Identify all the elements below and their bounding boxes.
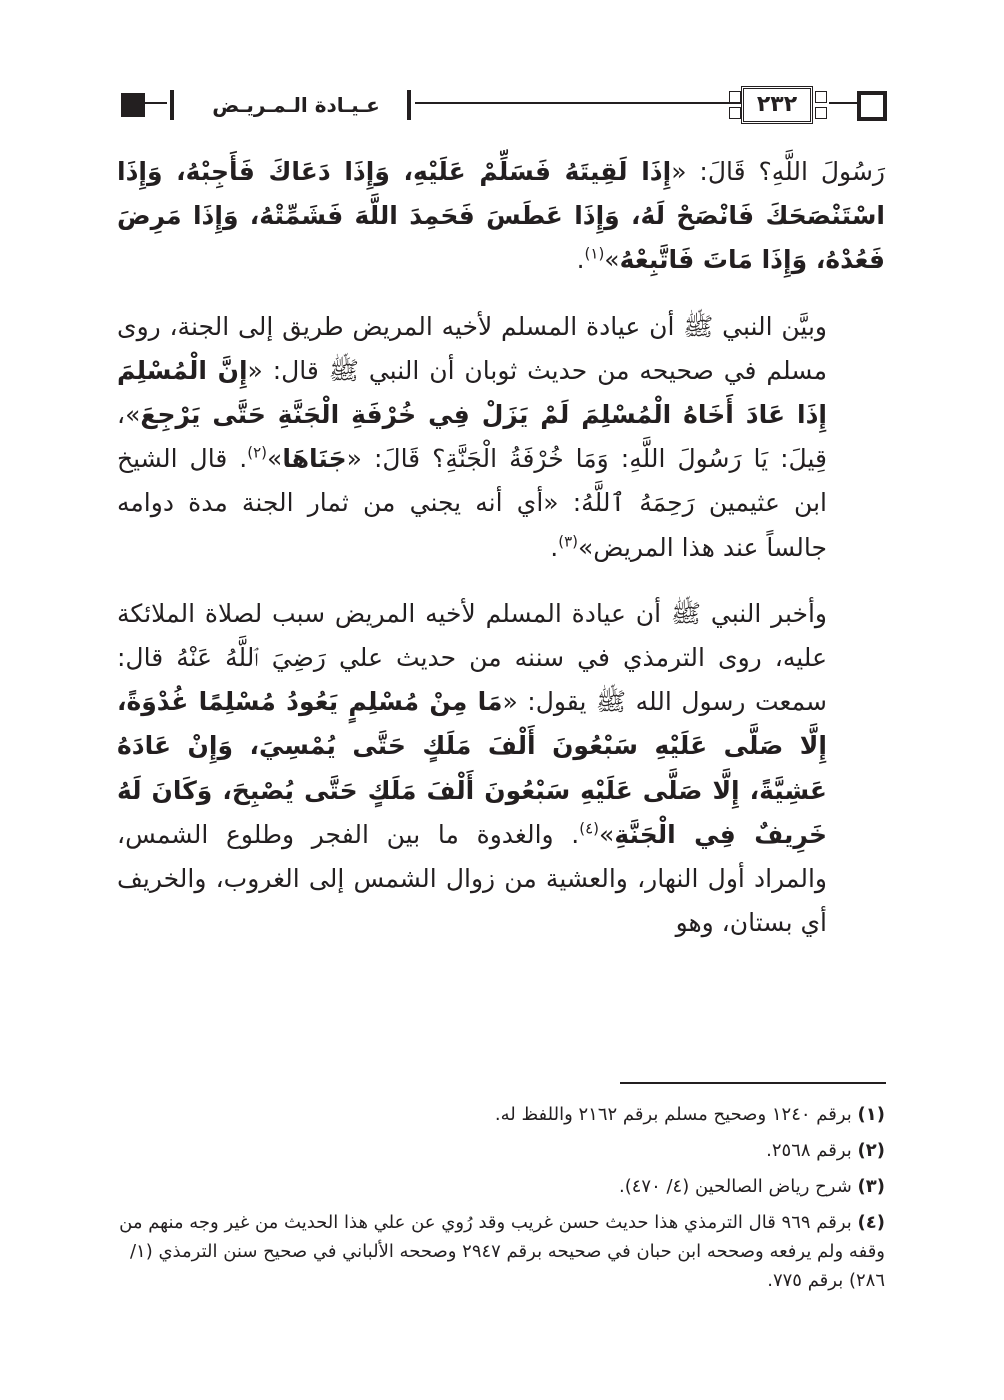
header-right-square-ornament	[857, 91, 887, 121]
page-number: ٢٣٢	[756, 92, 798, 117]
header-rule	[415, 102, 741, 104]
footnote-number: (٤)	[857, 1212, 885, 1233]
paragraph-3	[117, 592, 885, 946]
footnote-text: برقم ٩٦٩ قال الترمذي هذا حديث حسن غريب وقد رُوي عن علي هذا الحديث من غير وجه منهم من وقفه ولم يرفعه وصححه ابن حبان في صحيحه برقم ٢٩٤٧ وصححه الألباني في صحيح سنن الترمذي (١/ ٢٨٦) برقم ٧٧٥.	[119, 1212, 885, 1291]
footnote-ref: (٢)	[247, 443, 268, 462]
footnote-text: برقم ١٢٤٠ وصحيح مسلم برقم ٢١٦٢ واللفظ له.	[494, 1104, 858, 1125]
footnote-ref: (١)	[584, 245, 605, 264]
header-left-square-ornament	[121, 93, 145, 117]
footnote-2	[117, 1136, 885, 1165]
footnote-number: (٢)	[857, 1140, 885, 1161]
footnote-4	[117, 1208, 885, 1295]
sentence-end: .	[550, 532, 559, 562]
footnote-ref: (٤)	[579, 819, 600, 838]
paragraph-2	[117, 305, 885, 570]
footnote-number: (١)	[857, 1104, 885, 1125]
chapter-title: عـيـادة الـمـريـض	[212, 93, 380, 117]
frame-knot-ornament	[729, 107, 741, 119]
main-text	[117, 150, 885, 945]
header-rule	[145, 102, 167, 104]
footnote-1	[117, 1100, 885, 1129]
paragraph-1	[117, 150, 885, 283]
paragraph-text: وبيَّن النبي ﷺ أن عيادة المسلم لأخيه المريض طريق إلى الجنة، روى مسلم في صحيحه من حديث ثوبان أن النبي ﷺ قال: «	[117, 311, 828, 385]
footnote-text: برقم ٢٥٦٨.	[766, 1140, 858, 1161]
page-number-frame	[727, 86, 829, 124]
paragraph-text: رَسُولَ اللَّهِ؟ قَالَ: «	[671, 157, 885, 186]
footnotes	[117, 1100, 885, 1302]
quote-close: »	[604, 245, 620, 275]
hadith-quote: إِنَّ الْمُسْلِمَ إِذَا عَادَ أَخَاهُ الْمُسْلِمَ لَمْ يَزَلْ فِي خُرْفَةِ الْجَنَّةِ حَتَّى يَرْجِعَ	[117, 355, 827, 430]
quote-close: »	[599, 819, 615, 849]
hadith-quote: إِذَا لَقِيتَهُ فَسَلِّمْ عَلَيْهِ، وَإِذَا دَعَاكَ فَأَجِبْهُ، وَإِذَا اسْتَنْصَحَكَ فَانْصَحْ لَهُ، وَإِذَا عَطَسَ فَحَمِدَ اللَّهَ فَشَمِّتْهُ، وَإِذَا مَرِضَ فَعُدْهُ، وَإِذَا مَاتَ فَاتَّبِعْهُ	[117, 157, 885, 275]
header-divider-bar	[407, 90, 411, 120]
footnote-number: (٣)	[857, 1176, 885, 1197]
frame-knot-ornament	[815, 107, 827, 119]
sentence-end: .	[576, 245, 585, 275]
footnote-3	[117, 1172, 885, 1201]
frame-knot-ornament	[815, 91, 827, 103]
footnote-ref: (٣)	[558, 532, 579, 551]
footnote-separator	[620, 1082, 886, 1084]
paragraph-text: . والغدوة ما بين الفجر وطلوع الشمس، والمراد أول النهار، والعشية من زوال الشمس إلى الغروب، والخريف أي بستان، وهو	[117, 819, 827, 938]
paragraph-text: وأخبر النبي ﷺ أن عيادة المسلم لأخيه المريض سبب لصلاة الملائكة عليه، روى الترمذي في سننه من حديث علي رَضِيَ ٱللَّهُ عَنْهُ قال: سمعت رسول الله ﷺ يقول: «	[117, 598, 827, 717]
paragraph-text: . قال الشيخ ابن عثيمين رَحِمَهُ ٱللَّهُ: «أي أنه يجني من ثمار الجنة مدة دوامه جالساً عند هذا المريض»	[117, 444, 827, 562]
footnote-text: شرح رياض الصالحين (٤/ ٤٧٠).	[618, 1176, 858, 1197]
page-header	[115, 84, 889, 128]
quote-close: »	[267, 444, 283, 474]
frame-knot-ornament	[729, 91, 741, 103]
hadith-quote: جَنَاهَا	[282, 444, 347, 474]
hadith-quote: مَا مِنْ مُسْلِمٍ يَعُودُ مُسْلِمًا غُدْوَةً، إِلَّا صَلَّى عَلَيْهِ سَبْعُونَ أَلْفَ مَلَكٍ حَتَّى يُمْسِيَ، وَإِنْ عَادَهُ عَشِيَّةً، إِلَّا صَلَّى عَلَيْهِ سَبْعُونَ أَلْفَ مَلَكٍ حَتَّى يُصْبِحَ، وَكَانَ لَهُ خَرِيفٌ فِي الْجَنَّةِ	[117, 687, 828, 849]
header-divider-bar	[170, 90, 174, 120]
paragraph-text: »، قِيلَ: يَا رَسُولَ اللَّهِ: وَمَا خُرْفَةُ الْجَنَّةِ؟ قَالَ: «	[117, 400, 827, 474]
